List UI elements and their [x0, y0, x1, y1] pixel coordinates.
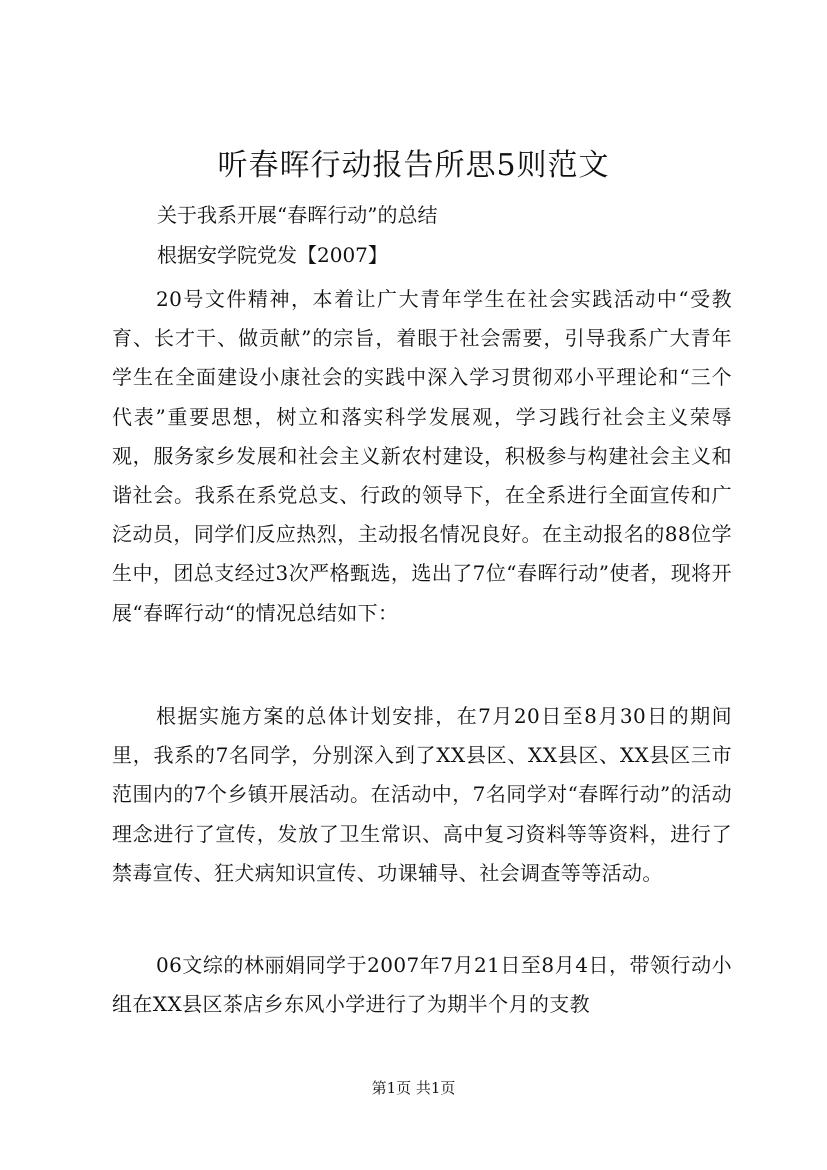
document-subtitle: 关于我系开展“春晖行动”的总结 [157, 203, 438, 227]
paragraph-2: 根据实施方案的总体计划安排，在7月20日至8月30日的期间里，我系的7名同学，分别深入到了XX县区、XX县区、XX县区三市范围内的7个乡镇开展活动。在活动中，7名同学对“春晖行动”的活动理念进行了宣传，发放了卫生常识、高中复习资料等等资料，进行了禁毒宣传、狂犬病知识宣传、功课辅导、社会调查等等活动。 [112, 704, 732, 885]
paragraph-3: 06文综的林丽娟同学于2007年7月21日至8月4日，带领行动小组在XX县区茶店乡东风小学进行了为期半个月的支教 [112, 953, 732, 1017]
basis-line: 根据安学院党发【2007】 [157, 243, 388, 267]
document-title: 听春晖行动报告所思5则范文 [217, 148, 610, 183]
paragraph-1: 20号文件精神，本着让广大青年学生在社会实践活动中“受教育、长才干、做贡献”的宗旨，着眼于社会需要，引导我系广大青年学生在全面建设小康社会的实践中深入学习贯彻邓小平理论和“三个代表”重要思想，树立和落实科学发展观，学习践行社会主义荣辱观，服务家乡发展和社会主义新农村建设，积极参与构建社会主义和谐社会。我系在系党总支、行政的领导下，在全系进行全面宣传和广泛动员，同学们反应热烈，主动报名情况良好。在主动报名的88位学生中，团总支经过3次严格甄选，选出了7位“春晖行动”使者，现将开展“春晖行动“的情况总结如下： [112, 287, 732, 625]
page-footer: 第1页 共1页 [371, 1079, 456, 1097]
